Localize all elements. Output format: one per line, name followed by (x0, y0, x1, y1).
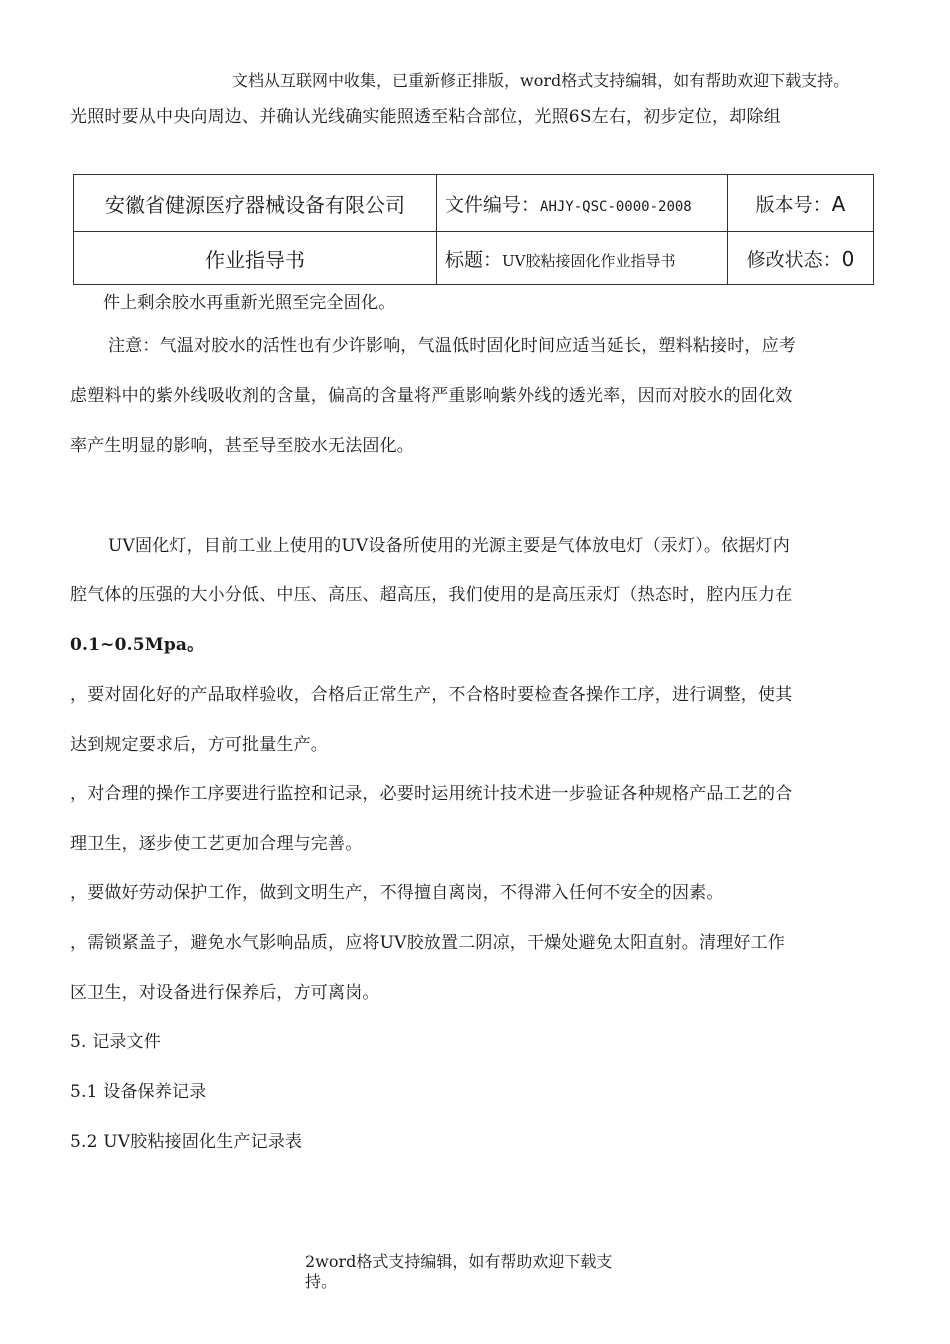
paragraph-line: ，要做好劳动保护工作，做到文明生产，不得擅自离岗，不得滞入任何不安全的因素。 (70, 883, 724, 903)
paragraph-line: 件上剩余胶水再重新光照至完全固化。 (103, 293, 396, 313)
paragraph-line: 达到规定要求后，方可批量生产。 (70, 735, 328, 755)
revision-cell (728, 232, 874, 285)
doc-number-cell (437, 175, 728, 232)
page-footer: 2word格式支持编辑，如有帮助欢迎下载支持。 (305, 1252, 613, 1291)
paragraph-line: 腔气体的压强的大小分低、中压、高压、超高压，我们使用的是高压汞灯（热态时，腔内压力在 (70, 585, 793, 605)
paragraph-line: 率产生明显的影响，甚至导至胶水无法固化。 (70, 436, 414, 456)
top-note: 文档从互联网中收集，已重新修正排版，word格式支持编辑，如有帮助欢迎下载支持。 (232, 71, 850, 90)
paragraph-line: ，需锁紧盖子，避免水气影响品质，应将UV胶放置二阴凉，干燥处避免太阳直射。清理好工作 (70, 933, 786, 953)
document-header-table (73, 174, 874, 285)
doc-title-label: 标题： (445, 248, 503, 271)
version-label: 版本号： (755, 193, 832, 216)
paragraph-line: 0.1~0.5Mpa。 (70, 635, 205, 655)
doc-title-cell (437, 232, 728, 285)
section-heading: 5. 记录文件 (70, 1032, 162, 1052)
doc-type: 作业指导书 (74, 232, 437, 285)
paragraph-line: 虑塑料中的紫外线吸收剂的含量，偏高的含量将严重影响紫外线的透光率，因而对胶水的固化效 (70, 386, 793, 406)
paragraph-line: ，对合理的操作工序要进行监控和记录，必要时运用统计技术进一步验证各种规格产品工艺的合 (70, 784, 793, 804)
doc-title-value: UV胶粘接固化作业指导书 (502, 251, 676, 270)
revision-label: 修改状态： (746, 248, 842, 271)
paragraph-line: 区卫生，对设备进行保养后，方可离岗。 (70, 983, 380, 1003)
revision-value: 0 (841, 246, 855, 271)
doc-number-label: 文件编号： (445, 193, 541, 216)
section-item: 5.2 UV胶粘接固化生产记录表 (70, 1132, 303, 1152)
section-item: 5.1 设备保养记录 (70, 1082, 207, 1102)
paragraph-line: 注意：气温对胶水的活性也有少许影响，气温低时固化时间应适当延长，塑料粘接时，应考 (108, 336, 796, 356)
paragraph-line: UV固化灯，目前工业上使用的UV设备所使用的光源主要是气体放电灯（汞灯）。依据灯内 (108, 536, 790, 556)
paragraph-line: ，要对固化好的产品取样验收，合格后正常生产，不合格时要检查各操作工序，进行调整，使其 (70, 685, 793, 705)
company-name: 安徽省健源医疗器械设备有限公司 (74, 175, 437, 232)
version-value: A (831, 191, 846, 216)
paragraph-line: 理卫生，逐步使工艺更加合理与完善。 (70, 834, 363, 854)
doc-number-value: AHJY-QSC-0000-2008 (540, 198, 692, 215)
version-cell (728, 175, 874, 232)
intro-line: 光照时要从中央向周边、并确认光线确实能照透至粘合部位，光照6S左右，初步定位，却除组 (70, 107, 781, 127)
